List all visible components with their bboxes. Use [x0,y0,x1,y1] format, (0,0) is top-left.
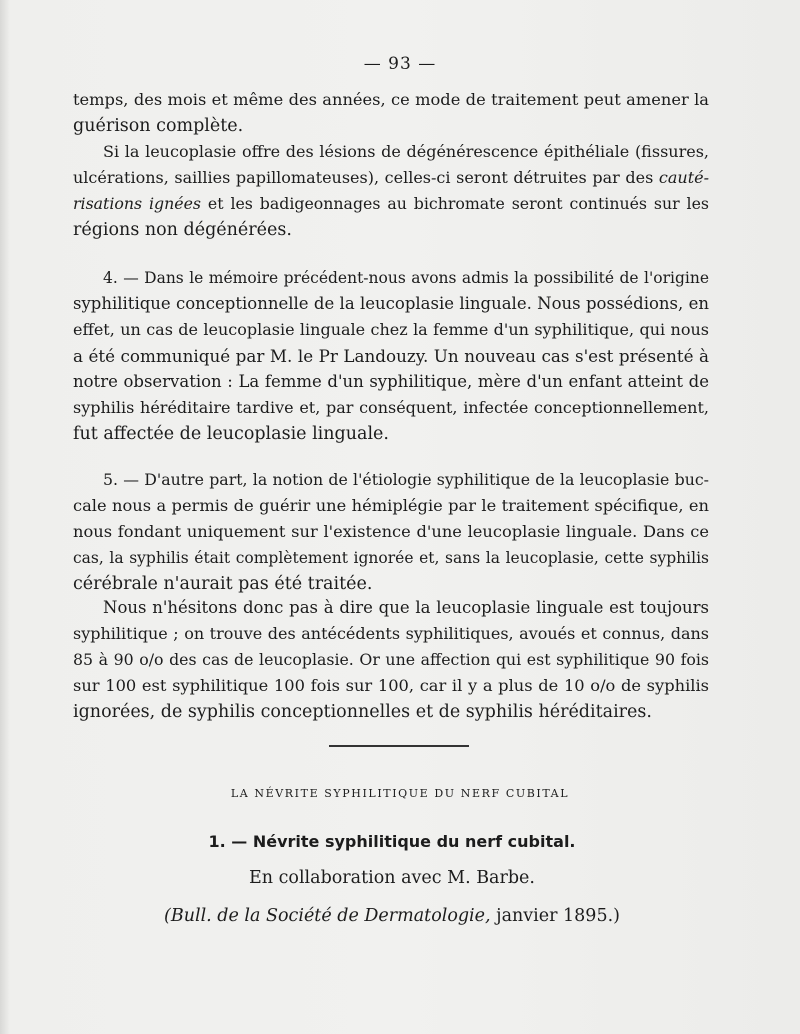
text-line: nous fondant uniquement sur l'existence d'une leucoplasie linguale. Dans ce [73,522,709,541]
paragraph-conclusion [73,595,709,725]
section-heading: LA NÉVRITE SYPHILITIQUE DU NERF CUBITAL [230,787,570,800]
italic-text: cauté- [658,168,709,187]
text-line: 4. — Dans le mémoire précédent-nous avons admis la possibilité de l'origine [103,269,709,287]
text-line: a été communiqué par M. le Pr Landouzy. Un nouveau cas s'est présenté à [73,346,709,366]
text-line: sur 100 est syphilitique 100 fois sur 100, car il y a plus de 10 o/o de syphilis [73,676,709,695]
paragraph-treatment [73,139,709,243]
paragraph-item-5 [73,467,709,597]
text-line: guérison complète. [73,116,244,136]
text-line: 5. — D'autre part, la notion de l'étiologie syphilitique de la leucoplasie buc- [103,470,709,489]
paragraph-item-4 [73,265,709,447]
subsection-heading: 1. — Névrite syphilitique du nerf cubital. [208,832,576,851]
text-line: syphilitique ; on trouve des antécédents syphilitiques, avoués et connus, dans [73,624,709,643]
text-line [73,191,709,217]
text-line: 85 à 90 o/o des cas de leucoplasie. Or une affection qui est syphilitique 90 fois [73,650,709,669]
text-line: cale nous a permis de guérir une hémiplégie par le traitement spécifique, en [73,496,709,515]
text-line: cérébrale n'aurait pas été traitée. [73,574,373,594]
text-line [73,165,709,191]
text-line: notre observation : La femme d'un syphilitique, mère d'un enfant atteint de [73,372,709,391]
text-line: Nous n'hésitons donc pas à dire que la leucoplasie linguale est toujours [103,598,709,617]
text-line: syphilitique conceptionnelle de la leucoplasie linguale. Nous possédions, en [73,294,709,313]
italic-text: risations ignées [73,194,201,213]
page-number: — 93 — [363,54,437,74]
text-segment: et les badigeonnages au bichromate seront continués sur les [207,194,709,213]
text-line: effet, un cas de leucoplasie linguale chez la femme d'un syphilitique, qui nous [73,320,709,339]
paragraph-continuation [73,87,709,139]
text-line: régions non dégénérées. [73,220,292,240]
citation-date: janvier 1895.) [490,906,620,926]
section-divider [329,745,469,747]
citation-italic: (Bull. de la Société de Dermatologie, [164,906,491,926]
text-line: fut affectée de leucoplasie linguale. [73,424,389,444]
text-line: temps, des mois et même des années, ce mode de traitement peut amener la [73,90,709,109]
citation [0,906,784,926]
text-line: Si la leucoplasie offre des lésions de dégénérescence épithéliale (fissures, [103,142,709,161]
text-line: ignorées, de syphilis conceptionnelles et de syphilis héréditaires. [73,702,652,722]
text-segment: ulcérations, saillies papillomateuses), celles-ci seront détruites par des [73,168,654,187]
text-line: cas, la syphilis était complètement ignorée et, sans la leucoplasie, cette syphilis [73,549,709,567]
collaboration-line: En collaboration avec M. Barbe. [249,868,535,888]
text-line: syphilis héréditaire tardive et, par conséquent, infectée conceptionnellement, [73,398,709,417]
